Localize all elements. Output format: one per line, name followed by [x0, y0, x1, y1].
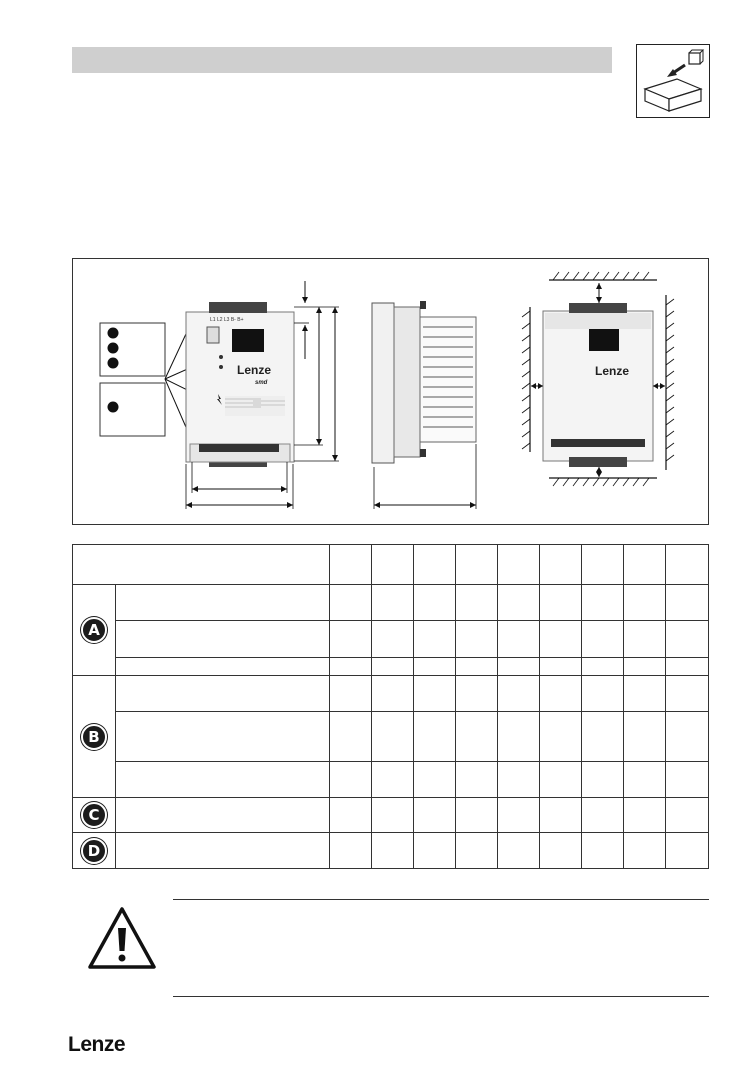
table-row [73, 833, 709, 869]
row-badge-d: D [81, 838, 107, 864]
table-row [73, 658, 709, 676]
row-badge-b: B [81, 724, 107, 750]
table-row [73, 676, 709, 712]
table-row [73, 712, 709, 762]
table-row [73, 762, 709, 798]
table-row [73, 621, 709, 658]
front-view [186, 281, 339, 509]
row-badge-c: C [81, 802, 107, 828]
legend-box-d [100, 383, 165, 436]
dimension-figure [72, 258, 709, 525]
side-view [372, 301, 476, 509]
table-header-row [73, 545, 709, 585]
table-row [73, 585, 709, 621]
warning-icon [86, 904, 158, 977]
section-title-bar [72, 47, 612, 73]
spec-table [72, 544, 709, 869]
drive-dimension-drawing [73, 259, 710, 526]
legend-box-abc [100, 323, 165, 376]
installation-icon [636, 44, 710, 118]
row-badge-a: A [81, 617, 107, 643]
svg-text:Lenze: Lenze [595, 364, 630, 378]
front-logo: Lenze [237, 363, 272, 377]
svg-text:L1 L2 L3 B- B+: L1 L2 L3 B- B+ [210, 317, 244, 323]
warning-divider-top [173, 899, 709, 900]
mounting-box-icon [637, 45, 709, 117]
table-row [73, 798, 709, 833]
footer-logo: Lenze [68, 1033, 126, 1056]
svg-text:smd: smd [255, 380, 268, 386]
warning-divider-bottom [173, 996, 709, 997]
clearance-view [522, 272, 674, 486]
